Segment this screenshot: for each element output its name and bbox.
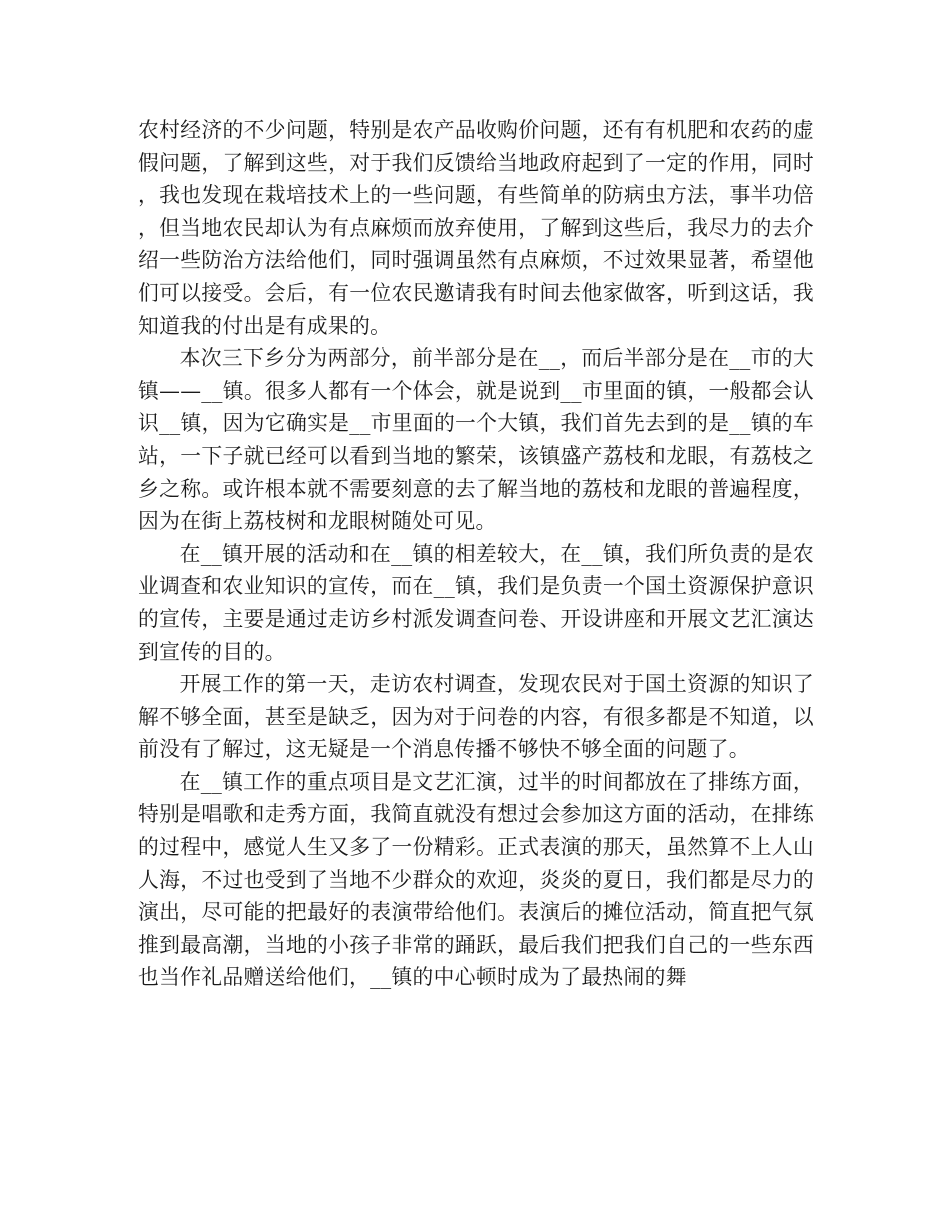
- paragraph-1: 农村经济的不少问题，特别是农产品收购价问题，还有有机肥和农药的虚假问题，了解到这些，对于我们反馈给当地政府起到了一定的作用，同时，我也发现在栽培技术上的一些问题，有些简单的防病虫方法，事半功倍，但当地农民却认为有点麻烦而放弃使用，了解到这些后，我尽力的去介绍一些防治方法给他们，同时强调虽然有点麻烦，不过效果显著，希望他们可以接受。会后，有一位农民邀请我有时间去他家做客，听到这话，我知道我的付出是有成果的。: [138, 118, 814, 338]
- paragraph-5: 在__镇工作的重点项目是文艺汇演，过半的时间都放在了排练方面，特别是唱歌和走秀方面，我简直就没有想过会参加这方面的活动，在排练的过程中，感觉人生又多了一份精彩。正式表演的那天，虽然算不上人山人海，不过也受到了当地不少群众的欢迎，炎炎的夏日，我们都是尽力的演出，尽可能的把最好的表演带给他们。表演后的摊位活动，简直把气氛推到最高潮，当地的小孩子非常的踊跃，最后我们把我们自己的一些东西也当作礼品赠送给他们，__镇的中心顿时成为了最热闹的舞: [138, 769, 814, 990]
- document-body: [138, 114, 814, 994]
- paragraph-4: 开展工作的第一天，走访农村调查，发现农民对于国土资源的知识了解不够全面，甚至是缺乏，因为对于问卷的内容，有很多都是不知道，以前没有了解过，这无疑是一个消息传播不够快不够全面的问题了。: [138, 672, 814, 762]
- paragraph-2: 本次三下乡分为两部分，前半部分是在__，而后半部分是在__市的大镇——__镇。很多人都有一个体会，就是说到__市里面的镇，一般都会认识__镇，因为它确实是__市里面的一个大镇，我们首先去到的是__镇的车站，一下子就已经可以看到当地的繁荣，该镇盛产荔枝和龙眼，有荔枝之乡之称。或许根本就不需要刻意的去了解当地的荔枝和龙眼的普遍程度，因为在街上荔枝树和龙眼树随处可见。: [138, 346, 814, 534]
- paragraph-3: 在__镇开展的活动和在__镇的相差较大，在__镇，我们所负责的是农业调查和农业知识的宣传，而在__镇，我们是负责一个国土资源保护意识的宣传，主要是通过走访乡村派发调查问卷、开设讲座和开展文艺汇演达到宣传的目的。: [138, 541, 814, 664]
